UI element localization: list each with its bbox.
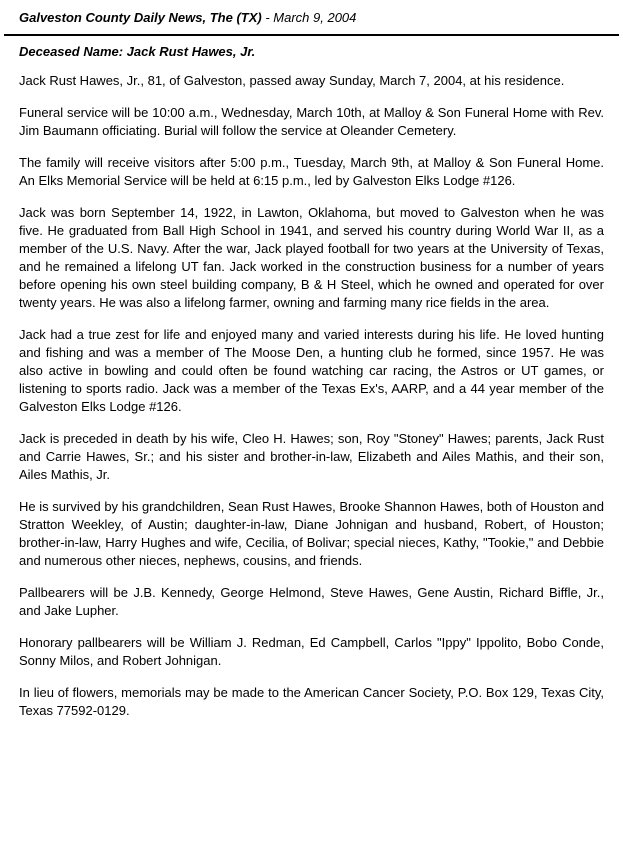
paragraph-honorary-pallbearers: Honorary pallbearers will be William J. Redman, Ed Campbell, Carlos "Ippy" Ippolito, Bobo Conde, Sonny Milos, and Robert Johnigan. [19, 635, 604, 668]
deceased-name: Deceased Name: Jack Rust Hawes, Jr. [19, 44, 256, 59]
paragraph-announcement: Jack Rust Hawes, Jr., 81, of Galveston, passed away Sunday, March 7, 2004, at his residence. [19, 73, 565, 88]
publication-source: Galveston County Daily News, The (TX) [19, 10, 262, 25]
obituary-body [19, 72, 604, 720]
paragraph-interests: Jack had a true zest for life and enjoyed many and varied interests during his life. He loved hunting and fishing and was a member of The Moose Den, a hunting club he formed, since 1957. He was also active in bowling and could often be found watching car racing, the Astros or UT games, or listening to sports radio. Jack was a member of the Texas Ex's, AARP, and a 44 year member of the Galveston Elks Lodge #126. [19, 327, 604, 414]
paragraph-pallbearers: Pallbearers will be J.B. Kennedy, George Helmond, Steve Hawes, Gene Austin, Richard Biffle, Jr., and Jake Lupher. [19, 585, 604, 618]
paragraph-biography: Jack was born September 14, 1922, in Lawton, Oklahoma, but moved to Galveston when he was five. He graduated from Ball High School in 1941, and served his country during World War II, as a member of the U.S. Navy. After the war, Jack played football for two years at the University of Texas, and he remained a lifelong UT fan. Jack worked in the construction business for a number of years before opening his own steel building company, B & H Steel, which he owned and operated for over twenty years. He was also a lifelong farmer, owning and farming many rice fields in the area. [19, 205, 604, 310]
header-divider [4, 34, 619, 36]
publication-date: March 9, 2004 [273, 10, 357, 25]
header-separator: - [261, 10, 274, 25]
paragraph-memorials: In lieu of flowers, memorials may be made to the American Cancer Society, P.O. Box 129, Texas City, Texas 77592-0129. [19, 685, 604, 718]
paragraph-visitation: The family will receive visitors after 5:00 p.m., Tuesday, March 9th, at Malloy & Son Funeral Home. An Elks Memorial Service will be held at 6:15 p.m., led by Galveston Elks Lodge #126. [19, 155, 604, 188]
paragraph-survived-by: He is survived by his grandchildren, Sean Rust Hawes, Brooke Shannon Hawes, both of Houston and Stratton Weekley, of Austin; daughter-in-law, Diane Johnigan and husband, Robert, of Houston; brother-in-law, Harry Hughes and wife, Cecilia, of Bolivar; special nieces, Kathy, "Tookie," and Debbie and numerous other nieces, nephews, cousins, and friends. [19, 499, 604, 568]
paragraph-funeral-service: Funeral service will be 10:00 a.m., Wednesday, March 10th, at Malloy & Son Funeral Home with Rev. Jim Baumann officiating. Burial will follow the service at Oleander Cemetery. [19, 105, 604, 138]
paragraph-preceded-by: Jack is preceded in death by his wife, Cleo H. Hawes; son, Roy "Stoney" Hawes; parents, Jack Rust and Carrie Hawes, Sr.; and his sister and brother-in-law, Elizabeth and Ailes Mathis, and their son, Ailes Mathis, Jr. [19, 431, 604, 482]
publication-header [19, 10, 604, 26]
